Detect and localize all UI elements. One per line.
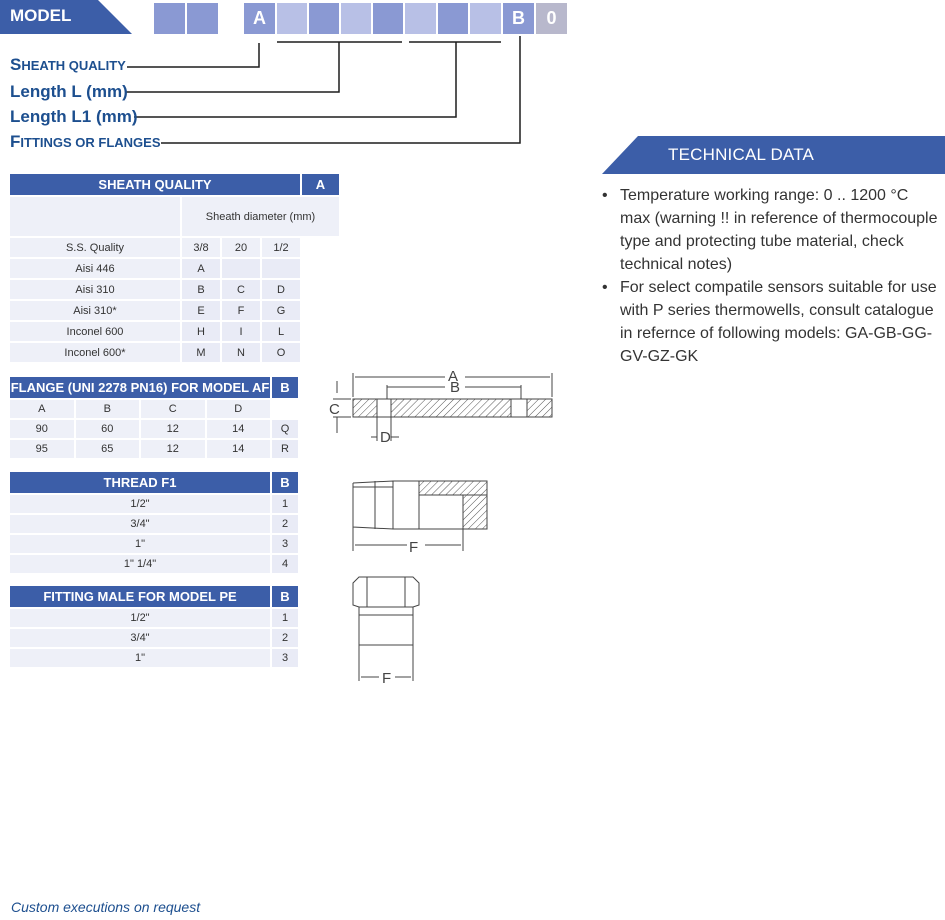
- code-box-fitting: B: [503, 3, 534, 34]
- diameter-col: 20: [222, 238, 260, 257]
- length-l1-line: Length L1 (mm): [10, 107, 138, 126]
- flange-table: FLANGE (UNI 2278 PN16) FOR MODEL AF B A B C D 90 60 12 14 Q 95 65 12 14 R: [8, 375, 300, 460]
- fitting-table-title: FITTING MALE FOR MODEL PE: [10, 586, 270, 607]
- table-row: 1" 1/4" 4: [10, 555, 298, 573]
- thread-drawing: [345, 475, 495, 555]
- thread-dim-f: F: [409, 539, 419, 555]
- diameter-col: 3/8: [182, 238, 220, 257]
- flange-table-code: B: [272, 377, 298, 398]
- technical-data-title: TECHNICAL DATA: [668, 145, 815, 164]
- table-row: 3/4" 2: [10, 629, 298, 647]
- table-row: 1" 3: [10, 649, 298, 667]
- code-box-sheath: A: [244, 3, 275, 34]
- sheath-table-title: SHEATH QUALITY: [10, 174, 300, 195]
- code-box-zero: 0: [536, 3, 567, 34]
- length-l-line: Length L (mm): [10, 82, 128, 101]
- table-row: Aisi 310 B C D: [10, 280, 339, 299]
- fittings-line: FITTINGS OR FLANGES: [10, 132, 161, 151]
- model-label: MODEL: [10, 6, 72, 25]
- diameter-col: 1/2: [262, 238, 300, 257]
- sheath-diameter-header: Sheath diameter (mm): [182, 197, 339, 236]
- thread-table-title: THREAD F1: [10, 472, 270, 493]
- table-row: Inconel 600* M N O: [10, 343, 339, 362]
- thread-table: [8, 470, 300, 575]
- table-row: Aisi 446 A: [10, 259, 339, 278]
- list-item: • Temperature working range: 0 .. 1200 °C max (warning !! in reference of thermocouple type and protecting tube material, check technical notes): [602, 187, 938, 273]
- sheath-table-code: A: [302, 174, 339, 195]
- flange-dim-c: C: [329, 401, 340, 418]
- quality-header: S.S. Quality: [10, 238, 180, 257]
- table-row: 95 65 12 14 R: [10, 440, 298, 458]
- table-row: Aisi 310* E F G: [10, 301, 339, 320]
- flange-drawing: [325, 365, 560, 445]
- technical-data-list: [600, 184, 940, 368]
- flange-dim-a: A: [447, 368, 459, 385]
- thread-table-code: B: [272, 472, 298, 493]
- table-row: 1/2" 1: [10, 609, 298, 627]
- flange-table-title: FLANGE (UNI 2278 PN16) FOR MODEL AF: [10, 377, 270, 398]
- table-row: Inconel 600 H I L: [10, 322, 339, 341]
- flange-dim-d: D: [380, 429, 391, 445]
- table-row: 1/2" 1: [10, 495, 298, 513]
- list-item: • For select compatile sensors suitable for use with P series thermowells, consult catalogue in refernce of following models: GA-GB-GG-GV-GZ-GK: [602, 279, 937, 365]
- table-row: 3/4" 2: [10, 515, 298, 533]
- flange-dim-b: B: [449, 379, 461, 396]
- sheath-quality-line: SHEATH QUALITY: [10, 55, 126, 74]
- footer-note: Custom executions on request: [11, 899, 201, 915]
- fitting-drawing: [345, 575, 425, 690]
- table-row: 1" 3: [10, 535, 298, 553]
- fitting-table: [8, 584, 300, 669]
- sheath-quality-table: [8, 172, 341, 364]
- fitting-dim-f: F: [382, 670, 392, 687]
- table-row: 90 60 12 14 Q: [10, 420, 298, 438]
- fitting-table-code: B: [272, 586, 298, 607]
